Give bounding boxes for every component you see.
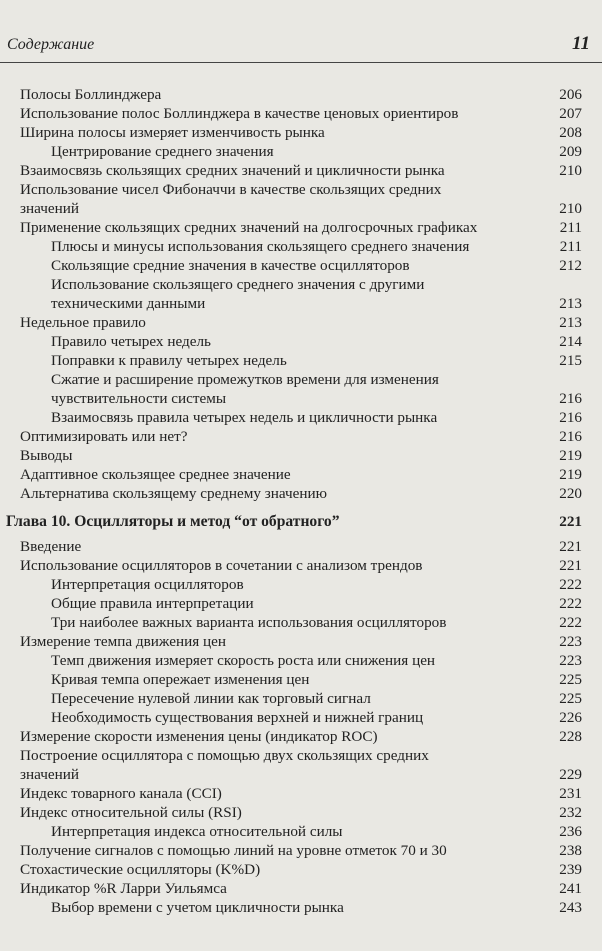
toc-entry-page: 222 [559, 576, 582, 593]
toc-entry-title: Сжатие и расширение промежутков времени для изменения [51, 371, 439, 388]
toc-entry-page: 206 [559, 86, 582, 103]
toc-entry-title: Взаимосвязь правила четырех недель и цикличности рынка [51, 409, 438, 426]
toc-entry[interactable] [0, 484, 602, 503]
toc-entry-page: 225 [559, 671, 582, 688]
toc-entry[interactable] [0, 85, 602, 104]
toc-entry-page: 236 [559, 823, 582, 840]
toc-entry-page: 216 [559, 409, 582, 426]
table-of-contents [0, 85, 602, 917]
toc-entry[interactable] [0, 784, 602, 803]
toc-entry-page: 211 [559, 219, 582, 236]
toc-entry-title: Альтернатива скользящему среднему значению [20, 485, 327, 502]
toc-entry-page: 223 [559, 652, 582, 669]
toc-entry[interactable] [0, 746, 602, 784]
toc-entry-page: 216 [559, 390, 582, 407]
toc-entry-page: 232 [559, 804, 582, 821]
toc-entry[interactable] [0, 689, 602, 708]
toc-entry[interactable] [0, 860, 602, 879]
toc-entry-page: 222 [559, 595, 582, 612]
toc-entry-title: техническими данными [51, 295, 206, 312]
toc-entry[interactable] [0, 370, 602, 408]
toc-entry-title: Построение осциллятора с помощью двух скользящих средних [20, 747, 429, 764]
toc-entry[interactable] [0, 708, 602, 727]
toc-entry-page: 225 [559, 690, 582, 707]
toc-entry-title: Стохастические осцилляторы (K%D) [20, 861, 261, 878]
toc-entry-page: 238 [559, 842, 582, 859]
toc-entry-title: Недельное правило [20, 314, 146, 331]
toc-entry-page: 241 [559, 880, 582, 897]
toc-entry[interactable] [0, 161, 602, 180]
toc-entry[interactable] [0, 841, 602, 860]
toc-entry-page: 219 [559, 466, 582, 483]
toc-entry-title: Необходимость существования верхней и нижней границ [51, 709, 424, 726]
toc-entry[interactable] [0, 275, 602, 313]
toc-entry[interactable] [0, 104, 602, 123]
toc-entry[interactable] [0, 651, 602, 670]
toc-entry[interactable] [0, 332, 602, 351]
toc-entry-title: Использование скользящего среднего значения с другими [51, 276, 425, 293]
toc-entry[interactable] [0, 575, 602, 594]
toc-entry[interactable] [0, 613, 602, 632]
toc-entry-title: Скользящие средние значения в качестве осцилляторов [51, 257, 410, 274]
toc-entry[interactable] [0, 408, 602, 427]
header-divider [0, 62, 602, 63]
toc-entry-page: 231 [559, 785, 582, 802]
toc-entry[interactable] [0, 142, 602, 161]
page-header [0, 22, 602, 62]
toc-entry-title: Применение скользящих средних значений на долгосрочных графиках [20, 219, 478, 236]
toc-chapter-entry[interactable] [0, 512, 602, 531]
toc-entry-page: 210 [559, 162, 582, 179]
toc-entry-title: Интерпретация осцилляторов [51, 576, 244, 593]
toc-entry-page: 239 [559, 861, 582, 878]
toc-entry-title: Глава 10. Осцилляторы и метод “от обратного” [6, 513, 340, 530]
toc-entry[interactable] [0, 594, 602, 613]
toc-entry-page: 220 [559, 485, 582, 502]
toc-entry[interactable] [0, 537, 602, 556]
toc-entry[interactable] [0, 218, 602, 237]
toc-entry[interactable] [0, 727, 602, 746]
toc-entry-title: Использование полос Боллинджера в качестве ценовых ориентиров [20, 105, 459, 122]
toc-entry-title: значений [20, 766, 80, 783]
toc-entry[interactable] [0, 879, 602, 898]
toc-entry-page: 219 [559, 447, 582, 464]
toc-entry-page: 229 [559, 766, 582, 783]
toc-entry[interactable] [0, 446, 602, 465]
toc-entry-page: 211 [559, 238, 582, 255]
toc-entry-title: Измерение скорости изменения цены (индикатор ROC) [20, 728, 378, 745]
toc-entry-title: Выводы [20, 447, 73, 464]
toc-entry-page: 221 [559, 513, 582, 530]
toc-entry[interactable] [0, 465, 602, 484]
toc-entry[interactable] [0, 351, 602, 370]
toc-entry-page: 228 [559, 728, 582, 745]
toc-entry-title: Ширина полосы измеряет изменчивость рынка [20, 124, 325, 141]
toc-entry[interactable] [0, 898, 602, 917]
toc-entry[interactable] [0, 556, 602, 575]
toc-entry-title: чувствительности системы [51, 390, 227, 407]
toc-entry-page: 221 [559, 557, 582, 574]
toc-entry[interactable] [0, 670, 602, 689]
toc-entry-title: Интерпретация индекса относительной силы [51, 823, 343, 840]
toc-entry-title: Пересечение нулевой линии как торговый сигнал [51, 690, 371, 707]
toc-entry-title: Центрирование среднего значения [51, 143, 274, 160]
toc-entry-title: значений [20, 200, 80, 217]
toc-entry-title: Поправки к правилу четырех недель [51, 352, 287, 369]
toc-entry-page: 221 [559, 538, 582, 555]
toc-entry-page: 223 [559, 633, 582, 650]
toc-entry-page: 222 [559, 614, 582, 631]
toc-entry-title: Взаимосвязь скользящих средних значений и цикличности рынка [20, 162, 445, 179]
toc-entry-title: Введение [20, 538, 82, 555]
toc-entry-page: 226 [559, 709, 582, 726]
toc-entry-title: Три наиболее важных варианта использования осцилляторов [51, 614, 447, 631]
toc-entry-title: Использование осцилляторов в сочетании с анализом трендов [20, 557, 423, 574]
toc-entry-title: Правило четырех недель [51, 333, 211, 350]
toc-entry-page: 213 [559, 314, 582, 331]
running-title: Содержание [7, 36, 95, 53]
toc-entry-page: 212 [559, 257, 582, 274]
toc-entry-title: Плюсы и минусы использования скользящего среднего значения [51, 238, 470, 255]
toc-entry-page: 214 [559, 333, 582, 350]
toc-entry-title: Индикатор %R Ларри Уильямса [20, 880, 227, 897]
toc-entry[interactable] [0, 313, 602, 332]
toc-entry-page: 215 [559, 352, 582, 369]
toc-entry-title: Индекс относительной силы (RSI) [20, 804, 242, 821]
toc-entry-title: Адаптивное скользящее среднее значение [20, 466, 291, 483]
toc-entry-title: Измерение темпа движения цен [20, 633, 226, 650]
toc-entry-title: Кривая темпа опережает изменения цен [51, 671, 310, 688]
toc-entry-title: Получение сигналов с помощью линий на уровне отметок 70 и 30 [20, 842, 447, 859]
toc-entry[interactable] [0, 822, 602, 841]
toc-entry-page: 213 [559, 295, 582, 312]
toc-entry-page: 243 [559, 899, 582, 916]
toc-entry[interactable] [0, 803, 602, 822]
toc-entry-page: 209 [559, 143, 582, 160]
toc-entry[interactable] [0, 427, 602, 446]
toc-entry-page: 208 [559, 124, 582, 141]
toc-entry-page: 210 [559, 200, 582, 217]
toc-entry-page: 207 [559, 105, 582, 122]
toc-entry-title: Полосы Боллинджера [20, 86, 162, 103]
toc-entry-title: Оптимизировать или нет? [20, 428, 188, 445]
toc-entry[interactable] [0, 237, 602, 256]
toc-entry[interactable] [0, 256, 602, 275]
toc-entry[interactable] [0, 123, 602, 142]
toc-entry-title: Индекс товарного канала (CCI) [20, 785, 222, 802]
toc-entry-title: Общие правила интерпретации [51, 595, 254, 612]
toc-entry[interactable] [0, 180, 602, 218]
toc-entry-title: Темп движения измеряет скорость роста или снижения цен [51, 652, 436, 669]
page-number: 11 [572, 33, 590, 54]
toc-entry[interactable] [0, 632, 602, 651]
toc-entry-page: 216 [559, 428, 582, 445]
toc-entry-title: Выбор времени с учетом цикличности рынка [51, 899, 344, 916]
toc-entry-title: Использование чисел Фибоначчи в качестве скользящих средних [20, 181, 442, 198]
